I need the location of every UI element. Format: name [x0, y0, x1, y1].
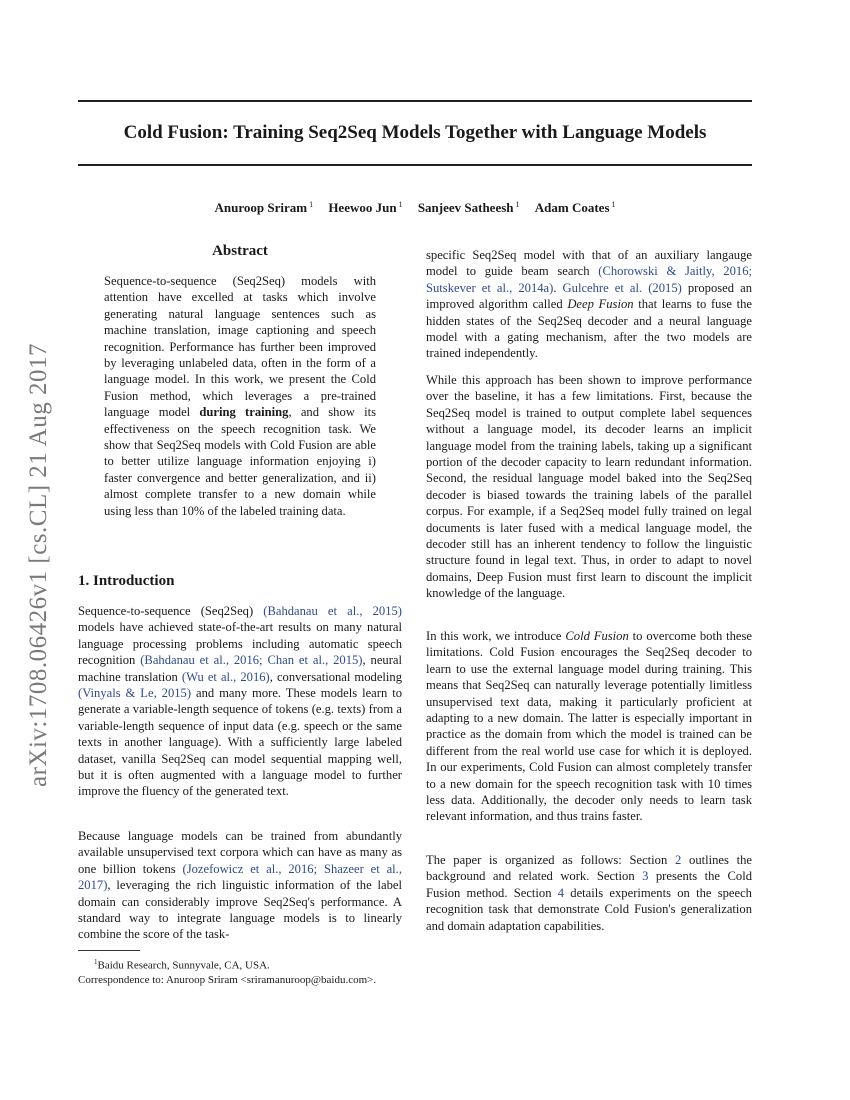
author: Anuroop Sriram $^1$ [214, 200, 314, 216]
citation-link[interactable]: (Bahdanau et al., 2015) [263, 604, 402, 618]
author-list [78, 196, 752, 217]
abstract-heading: Abstract [212, 243, 268, 259]
title-rule-bottom [78, 164, 752, 166]
body-paragraph: While this approach has been shown to improve performance over the baseline, it has a few limitations. First, because the Seq2Seq model is trained to output complete label sequences without a language model, its decoder learns an implicit language model from the training labels, taking up a significant portion of the decoder capacity to learn redundant information. Second, the residual language model baked into the Seq2Seq decoder is biased towards the training labels of the parallel corpus. For example, if a Seq2Seq model fully trained on legal documents is later fused with a medical language model, the decoder still has an inherent tendency to follow the linguistic structure found in legal text. Thus, in order to adapt to novel domains, Deep Fusion must first learn to discount the implicit knowledge of the language. [426, 373, 752, 601]
citation-link[interactable]: (Wu et al., 2016) [181, 669, 270, 684]
title-rule-top [78, 100, 752, 102]
author: Sanjeev Satheesh $^1$ [417, 200, 520, 216]
footnote: $^1$Baidu Research, Sunnyvale, CA, USA. Correspondence to: Anuroop Sriram <sriramanuroop@baidu.com>. [78, 958, 377, 986]
body-paragraph: The paper is organized as follows: Section 2 outlines the background and related work. Section 3 presents the Cold Fusion method. Section 4 details experiments on the speech recognition task that demonstrate Cold Fusion's generalization and domain adaptation capabilities. [426, 853, 753, 933]
author: Adam Coates $^1$ [534, 200, 616, 216]
citation-link[interactable]: (Chorowski & Jaitly, 2016; [598, 264, 752, 279]
intro-paragraph: Sequence-to-sequence (Seq2Seq) (Bahdanau et al., 2015) models have achieved state-of-the-art results on many natural language processing problems including automatic speech recognition (Bahdanau et al., 2016; Chan et al., 2015), neural machine translation (Wu et al., 2016), conversational modeling (Vinyals & Le, 2015) and many more. These models learn to generate a variable-length sequence of tokens (e.g. texts) from a variable-length sequence of input data (e.g. speech or the same texts in another language). With a sufficiently large labeled dataset, vanilla Seq2Seq can model sequential mapping well, but it is often augmented with a language model to further improve the fluency of the generated text. [78, 604, 402, 799]
arxiv-side-stamp: arXiv:1708.06426v1 [cs.CL] 21 Aug 2017 [25, 343, 52, 787]
abstract-text: Sequence-to-sequence (Seq2Seq) models with attention have excelled at tasks which involve generating natural language sentences such as machine translation, image captioning and speech recognition. Performance has further been improved by leveraging unlabeled data, often in the form of a language model. In this work, we present the Cold Fusion method, which leverages a pre-trained language model during training, and show its effectiveness on the speech recognition task. We show that Seq2Seq models with Cold Fusion are able to better utilize language information enjoying i) faster convergence and better generalization, and ii) almost complete transfer to a new domain while using less than 10% of the labeled training data. [104, 274, 376, 518]
paper-title: Cold Fusion: Training Seq2Seq Models Together with Language Models [123, 122, 707, 143]
author: Heewoo Jun $^1$ [328, 200, 403, 216]
section-heading-introduction: 1. Introduction [78, 573, 175, 589]
citation-link[interactable]: (Vinyals & Le, 2015) [78, 686, 192, 701]
citation-link[interactable]: (Bahdanau et al., 2016; [140, 653, 263, 668]
footnote-rule [78, 950, 140, 951]
citation-link[interactable]: Gulcehre et al. (2015) [562, 280, 682, 295]
citation-link[interactable]: Shazeer et al., 2017) [78, 861, 402, 893]
section-ref-link[interactable]: 3 [642, 869, 649, 884]
citation-link[interactable]: Sutskever et al., 2014a) [426, 280, 554, 295]
intro-paragraph: Because language models can be trained from abundantly available unsupervised text corpora which can have as many as one billion tokens (Jozefowicz et al., 2016; Shazeer et al., 2017), leveraging the rich linguistic information of the label domain can considerably improve Seq2Seq's performance. A standard way to integrate language models is to linearly combine the score of the task- [78, 829, 402, 942]
citation-link[interactable]: (Jozefowicz et al., 2016; [182, 861, 318, 876]
section-ref-link[interactable]: 2 [675, 853, 682, 867]
section-ref-link[interactable]: 4 [557, 885, 565, 900]
body-paragraph: In this work, we introduce Cold Fusion to overcome both these limitations. Cold Fusion encourages the Seq2Seq decoder to learn to use the external language model during training. This means that Seq2Seq can naturally leverage potentially limitless unsupervised text data, making it particularly proficient at adapting to a new domain. The latter is especially important in practice as the domain from which the model is trained can be different from the real world use case for which it is deployed. In our experiments, Cold Fusion can almost completely transfer to a new domain for the speech recognition task with 10 times less data. Additionally, the decoder only needs to learn task relevant information, and thus trains faster. [426, 629, 753, 824]
body-paragraph: specific Seq2Seq model with that of an auxiliary langauge model to guide beam search (Chorowski & Jaitly, 2016; Sutskever et al., 2014a). Gulcehre et al. (2015) proposed an improved algorithm called Deep Fusion that learns to fuse the hidden states of the Seq2Seq decoder and a neural language model with a gating mechanism, after the two models are trained independently. [426, 248, 753, 361]
citation-link[interactable]: Chan et al., 2015) [267, 653, 363, 668]
